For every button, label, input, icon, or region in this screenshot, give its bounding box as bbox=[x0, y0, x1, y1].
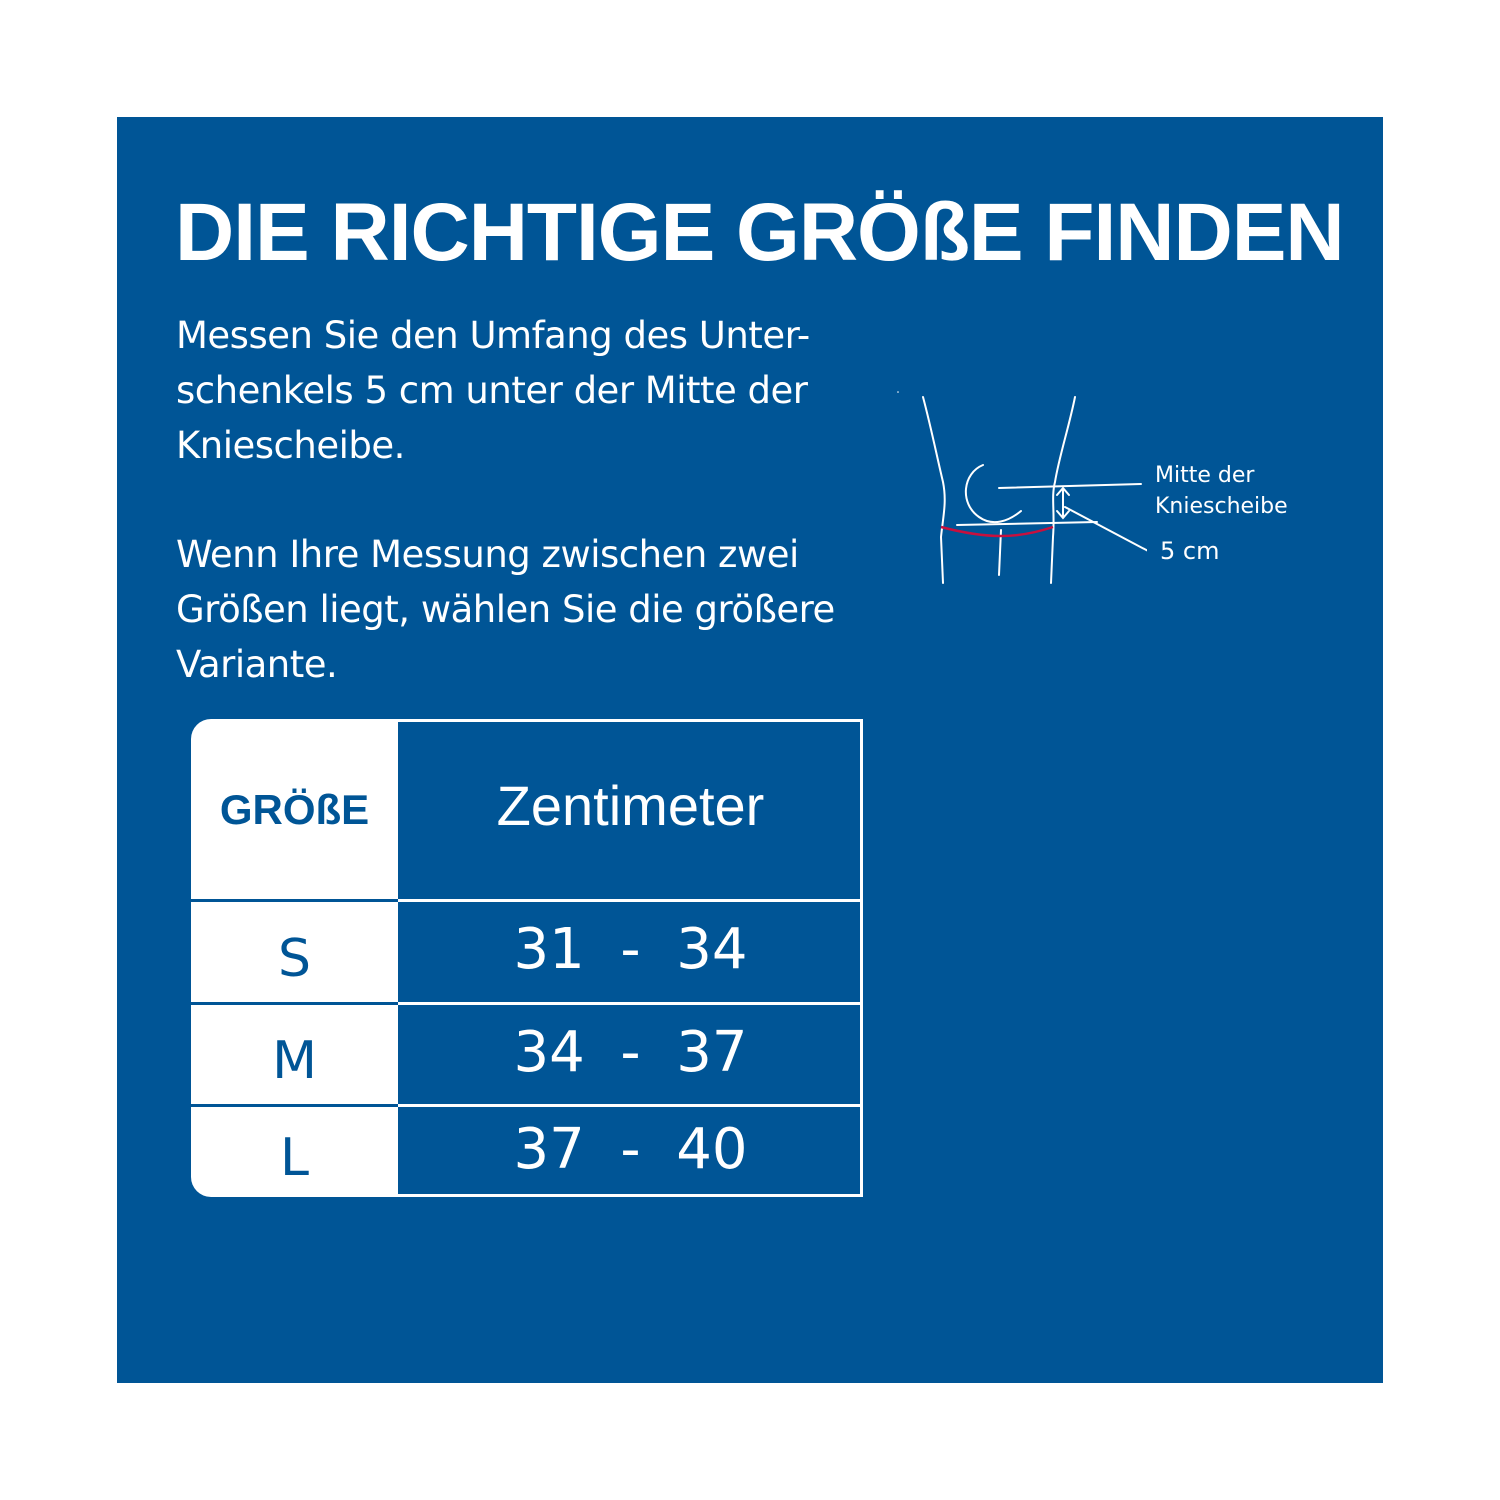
distance-label: 5 cm bbox=[1160, 537, 1220, 565]
kneecap-center-label-line: Kniescheibe bbox=[1155, 494, 1288, 519]
size-header: GRÖßE bbox=[219, 785, 370, 833]
kneecap-center-label bbox=[1155, 460, 1288, 522]
instruction-line: Größen liegt, wählen Sie die größere bbox=[176, 588, 835, 631]
instruction-line: Variante. bbox=[176, 643, 338, 686]
size-cell: S bbox=[277, 928, 311, 989]
range-cell: 37 - 40 bbox=[513, 1116, 748, 1182]
range-cell: 34 - 37 bbox=[513, 1019, 748, 1085]
range-cell: 31 - 34 bbox=[513, 917, 748, 982]
instruction-line: Messen Sie den Umfang des Unter- bbox=[176, 314, 810, 357]
size-cell: M bbox=[272, 1031, 317, 1091]
page-title: DIE RICHTIGE GRÖßE FINDEN bbox=[175, 187, 1344, 278]
size-guide-panel bbox=[117, 117, 1383, 1383]
size-cell: L bbox=[280, 1128, 309, 1188]
measure-instruction bbox=[176, 308, 810, 473]
knee-measurement-icon bbox=[897, 387, 1147, 587]
size-choice-instruction bbox=[176, 527, 835, 692]
instruction-line: Wenn Ihre Messung zwischen zwei bbox=[176, 533, 799, 576]
size-table bbox=[191, 719, 863, 1197]
centimeter-header: Zentimeter bbox=[496, 774, 765, 837]
instruction-line: schenkels 5 cm unter der Mitte der bbox=[176, 369, 808, 412]
instruction-line: Kniescheibe. bbox=[176, 424, 405, 467]
kneecap-center-label-line: Mitte der bbox=[1155, 463, 1255, 488]
